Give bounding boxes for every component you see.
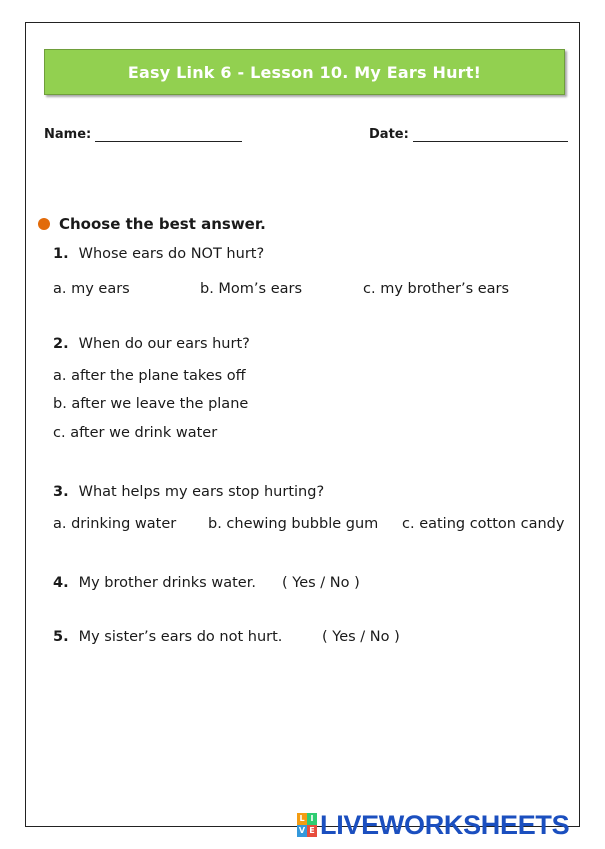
question-2 [53, 336, 250, 352]
worksheet-title: Easy Link 6 - Lesson 10. My Ears Hurt! [44, 49, 565, 95]
question-number: 2. [53, 336, 69, 352]
q1-option-b[interactable]: b. Mom’s ears [200, 281, 303, 297]
live-blocks-icon [297, 813, 317, 837]
q2-option-a[interactable]: a. after the plane takes off [53, 368, 246, 384]
q3-option-c[interactable]: c. eating cotton candy [402, 516, 565, 532]
logo-text: LIVEWORKSHEETS [320, 809, 570, 840]
date-field[interactable] [369, 127, 568, 142]
name-label: Name: [44, 127, 92, 142]
instruction [38, 215, 266, 233]
question-text: When do our ears hurt? [78, 336, 250, 352]
q1-option-a[interactable]: a. my ears [53, 281, 130, 297]
logo-letter: E [307, 825, 317, 837]
q1-option-c[interactable]: c. my brother’s ears [363, 281, 510, 297]
q2-option-b[interactable]: b. after we leave the plane [53, 396, 249, 412]
logo-letter: I [307, 813, 317, 825]
q3-option-b[interactable]: b. chewing bubble gum [208, 516, 379, 532]
q3-option-a[interactable]: a. drinking water [53, 516, 177, 532]
question-number: 1. [53, 246, 69, 262]
question-number: 5. [53, 629, 69, 645]
logo-letter: L [297, 813, 307, 825]
question-text: Whose ears do NOT hurt? [78, 246, 265, 262]
orange-bullet-icon [38, 218, 50, 230]
liveworksheets-logo [297, 810, 569, 840]
instruction-text: Choose the best answer. [59, 215, 266, 233]
date-label: Date: [369, 127, 409, 142]
question-text: My brother drinks water. [78, 575, 256, 591]
question-text: What helps my ears stop hurting? [78, 484, 325, 500]
question-4 [53, 575, 256, 591]
q2-option-c[interactable]: c. after we drink water [53, 425, 218, 441]
q5-yes-no-choice[interactable]: ( Yes / No ) [322, 629, 400, 645]
date-blank-line[interactable] [413, 127, 568, 142]
logo-letter: V [298, 826, 306, 835]
name-blank-line[interactable] [95, 127, 242, 142]
question-3 [53, 484, 324, 500]
question-1 [53, 246, 264, 262]
question-5 [53, 629, 282, 645]
question-number: 3. [53, 484, 69, 500]
name-field[interactable] [44, 127, 242, 142]
question-number: 4. [53, 575, 69, 591]
question-text: My sister’s ears do not hurt. [78, 629, 283, 645]
q4-yes-no-choice[interactable]: ( Yes / No ) [282, 575, 360, 591]
